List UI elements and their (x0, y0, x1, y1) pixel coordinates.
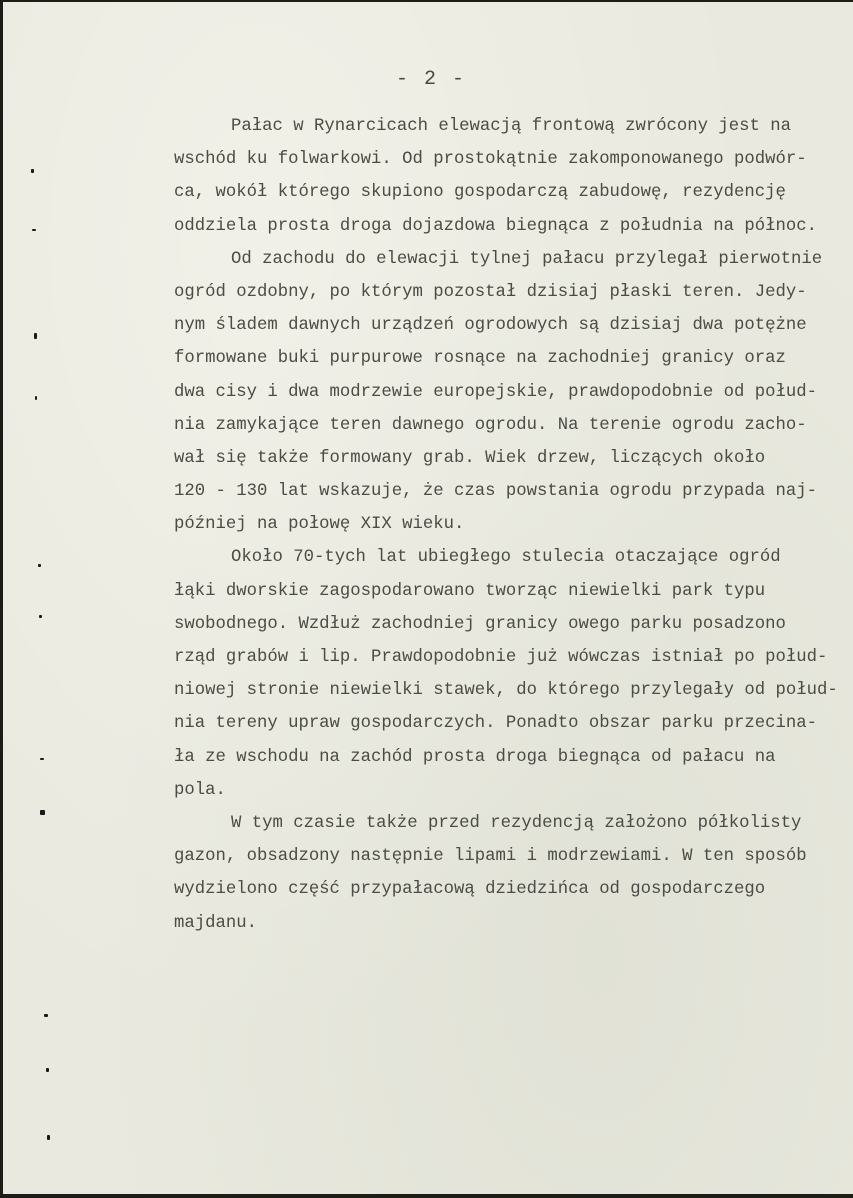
paragraph-3 (174, 541, 853, 807)
text-line: wschód ku folwarkowi. Od prostokątnie zakomponowanego podwór- (174, 150, 807, 170)
text-line: wydzielono część przypałacową dziedzińca od gospodarczego (174, 880, 766, 900)
text-line: majdanu. (174, 913, 257, 933)
text-line: W tym czasie także przed rezydencją założono półkolisty (231, 813, 802, 833)
page-number: - 2 - (396, 68, 467, 91)
text-line: 120 - 130 lat wskazuje, że czas powstania ogrodu przypada naj- (174, 482, 817, 502)
text-line: nia tereny upraw gospodarczych. Ponadto obszar parku przecina- (174, 714, 817, 734)
text-line: formowane buki purpurowe rosnące na zachodniej granicy oraz (174, 349, 786, 369)
text-line: oddziela prosta droga dojazdowa biegnąca z południa na północ. (174, 216, 817, 236)
margin-speck (40, 758, 44, 760)
text-line: Pałac w Rynarcicach elewacją frontową zwrócony jest na (231, 117, 792, 136)
text-line: wał się także formowany grab. Wiek drzew, liczących około (174, 448, 766, 468)
margin-speck (44, 1014, 48, 1017)
margin-speck (34, 333, 37, 339)
text-line: nia zamykające teren dawnego ogrodu. Na terenie ogrodu zacho- (174, 415, 807, 435)
text-line: ca, wokół którego skupiono gospodarczą zabudowę, rezydencję (174, 183, 786, 203)
text-line: ogród ozdobny, po którym pozostał dzisiaj płaski teren. Jedy- (174, 282, 807, 302)
paragraph-1 (174, 110, 853, 243)
paragraph-2 (174, 243, 853, 542)
margin-speck (47, 1135, 50, 1140)
text-line: później na połowę XIX wieku. (174, 515, 465, 535)
margin-speck (32, 229, 36, 231)
text-line: Około 70-tych lat ubiegłego stulecia otaczające ogród (231, 548, 781, 568)
margin-speck (35, 396, 37, 400)
document-body (174, 110, 853, 940)
text-line: pola. (174, 780, 226, 800)
margin-speck (39, 615, 42, 618)
text-line: nym śladem dawnych urządzeń ogrodowych są dzisiaj dwa potężne (174, 316, 807, 336)
text-line: ła ze wschodu na zachód prosta droga biegnąca od pałacu na (174, 747, 776, 767)
margin-speck (38, 564, 41, 567)
text-line: dwa cisy i dwa modrzewie europejskie, prawdopodobnie od połud- (174, 382, 817, 402)
text-line: łąki dworskie zagospodarowano tworząc niewielki park typu (174, 581, 766, 601)
document-page (3, 2, 853, 1194)
paragraph-4 (174, 807, 853, 940)
margin-speck (46, 1068, 49, 1072)
text-line: rząd grabów i lip. Prawdopodobnie już wówczas istniał po połud- (174, 648, 828, 667)
text-line: niowej stronie niewielki stawek, do którego przylegały od połud- (174, 681, 838, 701)
margin-speck (31, 169, 34, 173)
text-line: gazon, obsadzony następnie lipami i modrzewiami. W ten sposób (174, 847, 807, 867)
text-line: Od zachodu do elewacji tylnej pałacu przylegał pierwotnie (231, 249, 823, 269)
text-line: swobodnego. Wzdłuż zachodniej granicy owego parku posadzono (174, 614, 786, 634)
margin-speck (40, 810, 45, 815)
